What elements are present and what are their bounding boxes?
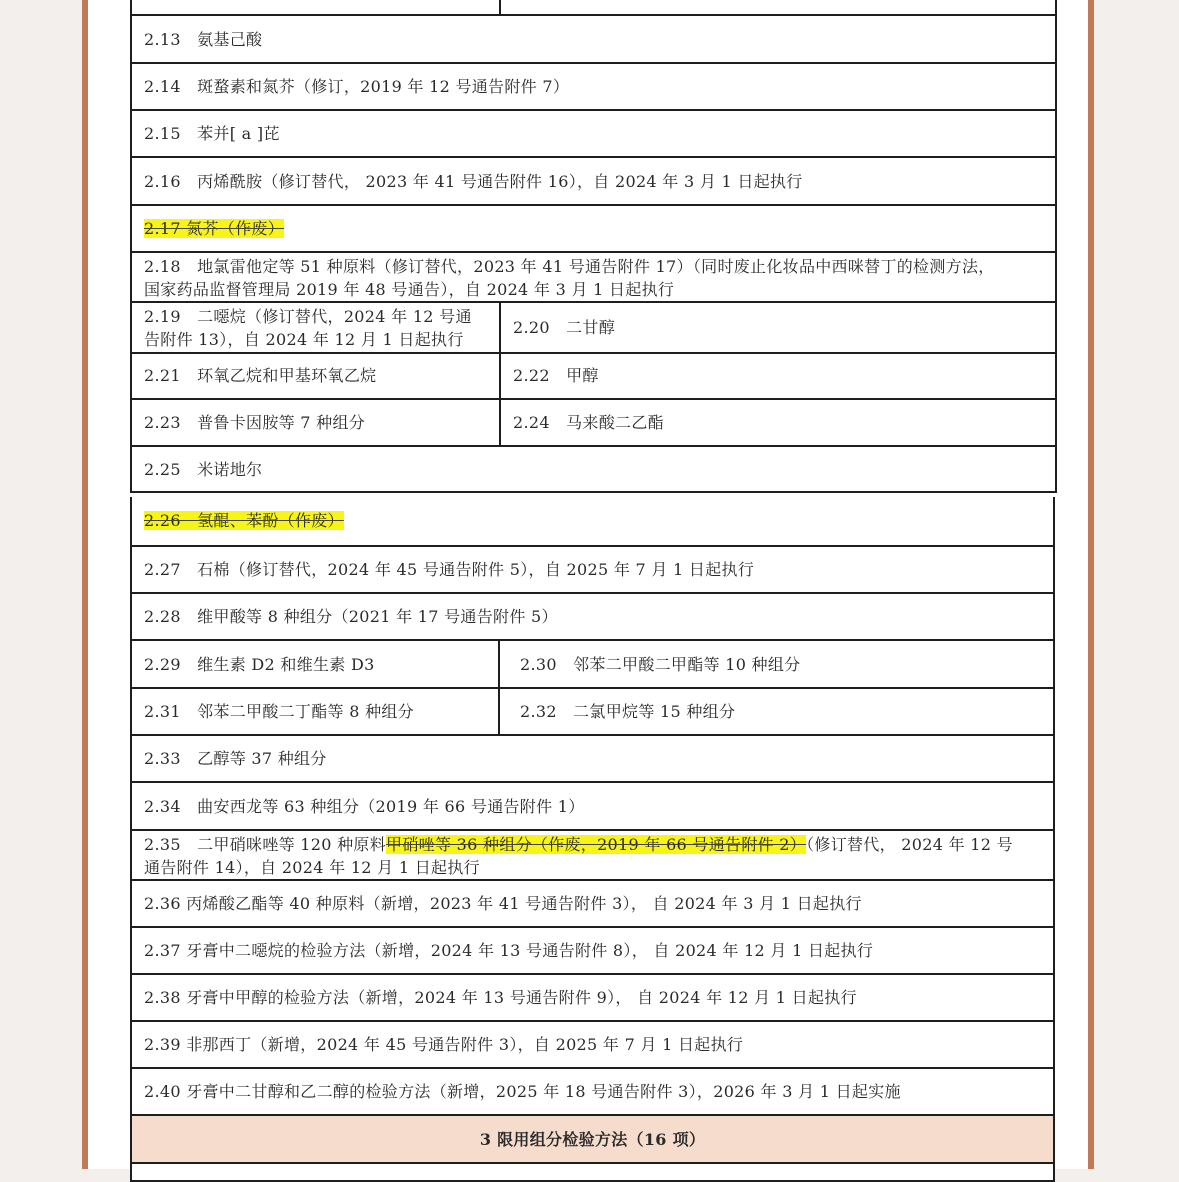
row-text-right: 2.32 二氯甲烷等 15 种组分 bbox=[520, 702, 736, 721]
row-text: 2.36 丙烯酸乙酯等 40 种原料（新增，2023 年 41 号通告附件 3）， 自 2024 年 3 月 1 日起执行 bbox=[144, 894, 862, 913]
row-text-right: 2.24 马来酸二乙酯 bbox=[513, 413, 664, 432]
row-text-left: 2.31 邻苯二甲酸二丁酯等 8 种组分 bbox=[144, 702, 414, 721]
row-text: 2.33 乙醇等 37 种组分 bbox=[144, 749, 327, 768]
table-row-2-18 bbox=[130, 251, 1057, 303]
table-row-2-25 bbox=[130, 445, 1057, 493]
table-row-2-21 bbox=[130, 352, 1057, 400]
row-text-left: 2.29 维生素 D2 和维生素 D3 bbox=[144, 655, 375, 674]
row-text-line1-end: （修订替代， 2024 年 12 号 bbox=[806, 835, 1013, 854]
row-text-left: 2.23 普鲁卡因胺等 7 种组分 bbox=[144, 413, 366, 432]
row-text: 2.40 牙膏中二甘醇和乙二醇的检验方法（新增，2025 年 18 号通告附件 3），2026 年 3 月 1 日起实施 bbox=[144, 1082, 901, 1101]
row-text-line1-start: 2.35 二甲硝咪唑等 120 种原料 bbox=[144, 835, 387, 854]
row-text: 2.38 牙膏中甲醇的检验方法（新增，2024 年 13 号通告附件 9）， 自 2024 年 12 月 1 日起执行 bbox=[144, 988, 857, 1007]
row-text-right: 2.22 甲醇 bbox=[513, 366, 599, 385]
row-text: 2.28 维甲酸等 8 种组分（2021 年 17 号通告附件 5） bbox=[144, 607, 558, 626]
row-text-right: 2.30 邻苯二甲酸二甲酯等 10 种组分 bbox=[520, 655, 801, 674]
row-text: 2.37 牙膏中二噁烷的检验方法（新增，2024 年 13 号通告附件 8）， 自 2024 年 12 月 1 日起执行 bbox=[144, 941, 874, 960]
table-row-2-14 bbox=[130, 62, 1057, 111]
row-text: 2.34 曲安西龙等 63 种组分（2019 年 66 号通告附件 1） bbox=[144, 797, 585, 816]
table-row-2-34 bbox=[130, 781, 1055, 831]
page-frame-right bbox=[1088, 0, 1094, 1169]
row-text: 2.16 丙烯酰胺（修订替代， 2023 年 41 号通告附件 16），自 2024 年 3 月 1 日起执行 bbox=[144, 172, 803, 191]
row-text: 2.14 斑蝥素和氮芥（修订，2019 年 12 号通告附件 7） bbox=[144, 77, 570, 96]
table-row-2-28 bbox=[130, 592, 1055, 641]
row-text: 2.25 米诺地尔 bbox=[144, 460, 263, 479]
table-row-2-39 bbox=[130, 1020, 1055, 1069]
table-row-2-26 bbox=[130, 497, 1055, 547]
table-row-2-38 bbox=[130, 973, 1055, 1022]
table-row-partial-bottom bbox=[130, 1162, 1055, 1182]
highlighted-row-text: 2.26 氢醌、苯酚（作废） bbox=[144, 511, 344, 530]
table-row-2-13 bbox=[130, 14, 1057, 64]
table-row-2-35 bbox=[130, 829, 1055, 881]
row-text: 2.15 苯并[ a ]芘 bbox=[144, 124, 280, 143]
row-text-left: 2.21 环氧乙烷和甲基环氧乙烷 bbox=[144, 366, 377, 385]
table-row-2-17 bbox=[130, 204, 1057, 253]
table-row-2-23 bbox=[130, 398, 1057, 447]
row-text-line1: 2.18 地氯雷他定等 51 种原料（修订替代，2023 年 41 号通告附件 17）（同时废止化妆品中西咪替丁的检测方法， bbox=[144, 257, 995, 276]
row-text-line2: 告附件 13），自 2024 年 12 月 1 日起执行 bbox=[144, 330, 464, 349]
table-row-2-40 bbox=[130, 1067, 1055, 1116]
table-row-2-15 bbox=[130, 109, 1057, 158]
table-row-2-37 bbox=[130, 926, 1055, 975]
row-text: 2.27 石棉（修订替代，2024 年 45 号通告附件 5），自 2025 年 7 月 1 日起执行 bbox=[144, 560, 755, 579]
row-text-line2: 国家药品监督管理局 2019 年 48 号通告），自 2024 年 3 月 1 日起执行 bbox=[144, 280, 675, 299]
table-row-2-29 bbox=[130, 639, 1055, 689]
row-text: 2.13 氨基己酸 bbox=[144, 30, 263, 49]
row-text-line1: 2.19 二噁烷（修订替代，2024 年 12 号通 bbox=[144, 307, 472, 326]
section-title: 3 限用组分检验方法（16 项） bbox=[479, 1130, 706, 1149]
table-row-2-31 bbox=[130, 687, 1055, 736]
table-row-2-33 bbox=[130, 734, 1055, 783]
table-row-2-36 bbox=[130, 879, 1055, 928]
highlighted-row-text: 2.17 氮芥（作废） bbox=[144, 219, 285, 238]
row-text: 2.39 非那西丁（新增，2024 年 45 号通告附件 3），自 2025 年 7 月 1 日起执行 bbox=[144, 1035, 744, 1054]
row-text-line2: 通告附件 14），自 2024 年 12 月 1 日起执行 bbox=[144, 858, 480, 877]
table-row-2-19 bbox=[130, 301, 1057, 354]
table-row-2-27 bbox=[130, 545, 1055, 594]
row-text-right: 2.20 二甘醇 bbox=[513, 318, 616, 337]
section-header-3 bbox=[130, 1114, 1055, 1164]
table-row-2-16 bbox=[130, 156, 1057, 206]
highlighted-deleted-text: 甲硝唑等 36 种组分（作废，2019 年 66 号通告附件 2） bbox=[386, 835, 807, 854]
